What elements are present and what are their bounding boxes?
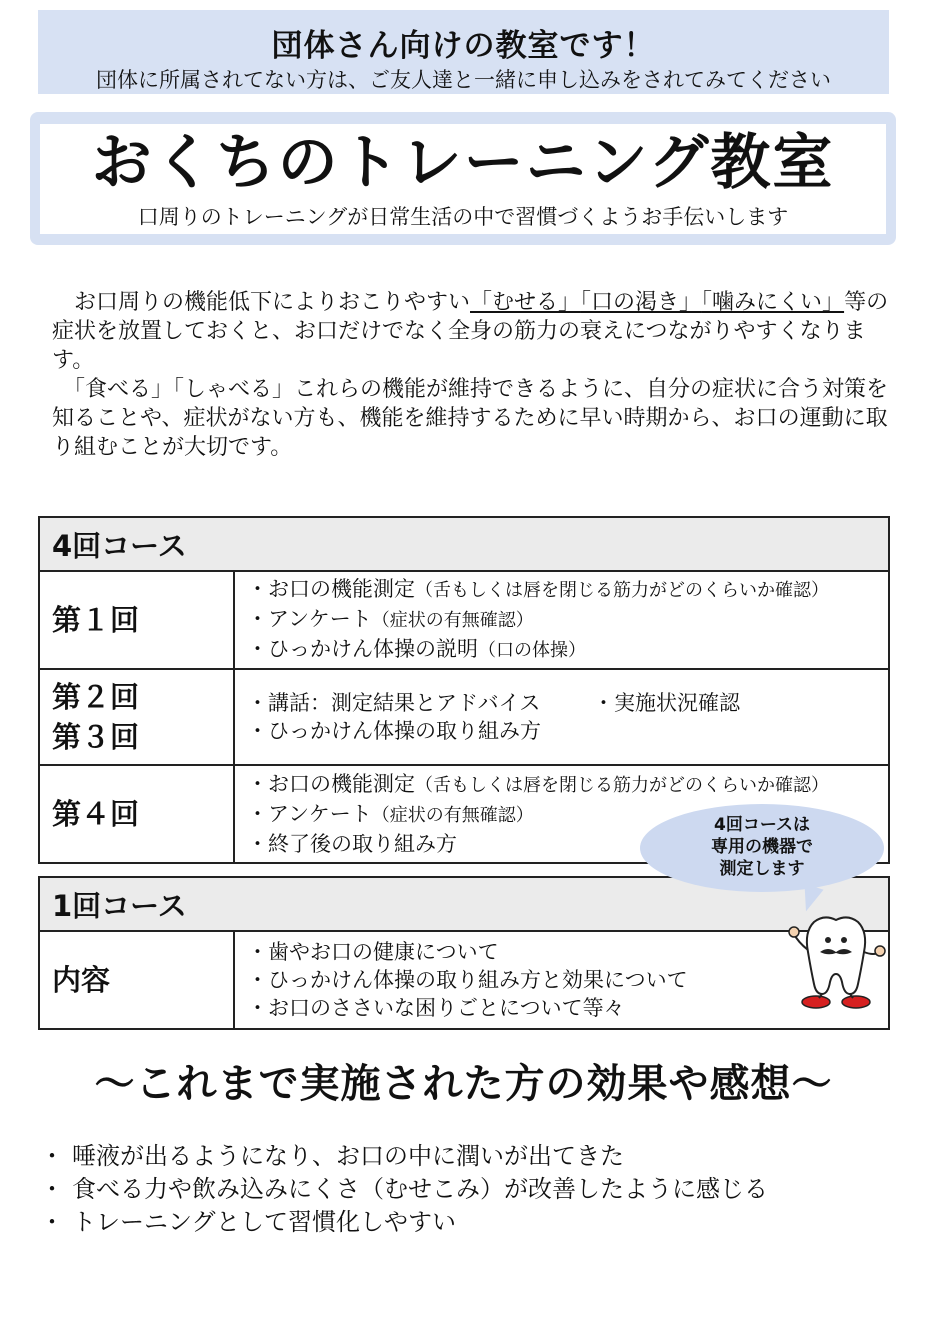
symptom-dry-mouth: 「口の渇き」 xyxy=(580,290,702,315)
session-3-label: 第３回 xyxy=(52,720,140,754)
list-item: ・歯やお口の健康について xyxy=(247,940,499,964)
intro-text xyxy=(52,288,892,462)
speech-bubble xyxy=(640,804,884,892)
list-item: ・ 食べる力や飲み込みにくさ（むせこみ）が改善したように感じる xyxy=(40,1175,768,1203)
list-item: ・お口のささいな困りごとについて等々 xyxy=(247,996,625,1020)
list-item: ・ひっかけん体操の説明（口の体操） xyxy=(247,637,586,661)
session-2-3-label xyxy=(39,669,234,765)
list-item: ・ 唾液が出るようになり、お口の中に潤いが出てきた xyxy=(40,1142,624,1170)
list-item: ・講話：測定結果とアドバイス ・実施状況確認 xyxy=(247,691,740,715)
banner-title: 団体さん向けの教室です！ xyxy=(271,28,656,64)
intro-text-a: お口周りの機能低下によりおこりやすい xyxy=(52,290,471,315)
list-item: ・アンケート（症状の有無確認） xyxy=(247,607,534,631)
impressions-title: ～これまで実施された方の効果や感想～ xyxy=(94,1061,833,1107)
tooth-mascot-icon xyxy=(786,912,886,1016)
page-subtitle: 口周りのトレーニングが日常生活の中で習慣づくようお手伝いします xyxy=(137,205,789,229)
course-1-heading: 1回コース xyxy=(39,877,889,931)
bubble-line-2: 専用の機器で xyxy=(711,837,813,857)
course-4-heading: 4回コース xyxy=(39,517,889,571)
session-2-label: 第２回 xyxy=(52,680,140,714)
session-2-3-content xyxy=(234,669,889,765)
bubble-line-1: 4回コースは xyxy=(714,815,810,835)
course-1-label: 内容 xyxy=(39,931,234,1029)
session-4-label: 第４回 xyxy=(39,765,234,863)
intro-paragraph-2: 「食べる」「しゃべる」これらの機能が維持できるように、自分の症状に合う対策を知ることや、症状がない方も、機能を維持するために早い時期から、お口の運動に取り組むことが大切です。 xyxy=(52,377,889,460)
intro-paragraph-1 xyxy=(52,288,892,375)
top-banner xyxy=(38,10,889,94)
list-item: ・終了後の取り組み方 xyxy=(247,832,457,856)
list-item: ・ひっかけん体操の取り組み方と効果について xyxy=(247,968,688,992)
page-title: おくちのトレーニング教室 xyxy=(91,128,835,198)
list-item: ・ トレーニングとして習慣化しやすい xyxy=(40,1208,456,1236)
list-item: ・ひっかけん体操の取り組み方 xyxy=(247,719,541,743)
course-1-table xyxy=(38,876,890,1030)
symptom-chewing: 「噛みにくい」 xyxy=(701,290,845,315)
impressions-list xyxy=(40,1140,768,1239)
list-item: ・お口の機能測定（舌もしくは唇を閉じる筋力がどのくらいか確認） xyxy=(247,772,829,796)
session-1-content xyxy=(234,571,889,669)
title-frame xyxy=(30,112,896,245)
banner-subtitle: 団体に所属されてない方は、ご友人達と一緒に申し込みをされてみてください xyxy=(96,68,831,92)
symptom-choking: 「むせる」 xyxy=(470,290,581,315)
list-item: ・アンケート（症状の有無確認） xyxy=(247,802,534,826)
list-item: ・お口の機能測定（舌もしくは唇を閉じる筋力がどのくらいか確認） xyxy=(247,577,829,601)
intro-text-b: 等の症状を放置しておくと、お口だけでなく全身の筋力の衰えにつながりやすくなります。 xyxy=(52,290,889,373)
title-box xyxy=(40,124,886,234)
bubble-line-3: 測定します xyxy=(719,859,805,879)
session-1-label: 第１回 xyxy=(39,571,234,669)
